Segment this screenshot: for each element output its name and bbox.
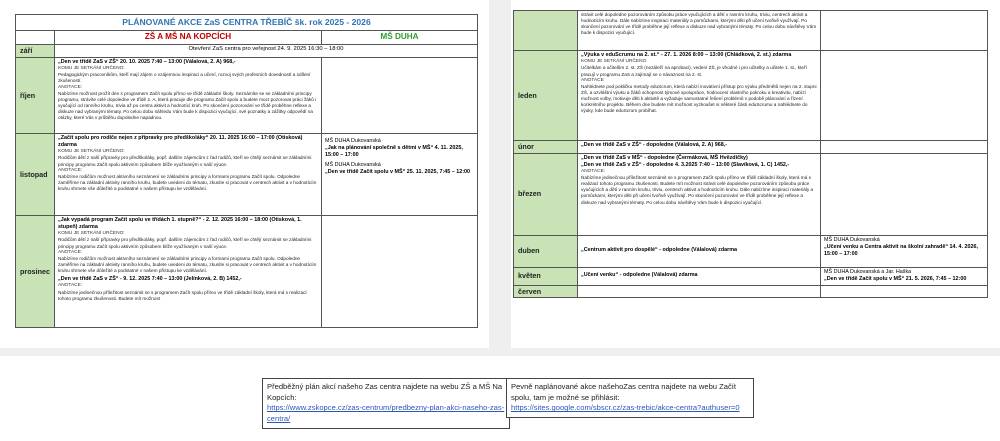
- month-cerven: červen: [514, 285, 578, 298]
- annotation-text: Nahlédnete pod pokličku metody eduScrum, která nabízí inovativní přístup pro výuku předmětů nejen na 2. stupni ZŠ, a ozvláštní výuku a žáků schopnost týmové spolupráce, hodnocení vlastního pokroku a kreativitu, nabízí možnost volby, motivuje děti k aktivitě a vyžaduje samostatné řešení problémů v podobě plánování a řízení konkrétního projektu. Během dne budete mít možnost vyzkoušet si některé části eduScrumu a nahlédnete do výuky, kde bude eduScrum probíhat.: [581, 84, 817, 114]
- event-cell-rijen: [55, 57, 322, 133]
- ms-duha-cell-continuation: [821, 11, 988, 51]
- event-cell-prosinec: [55, 215, 322, 327]
- event-cell-leden: [578, 51, 821, 141]
- plan-link-box-zacit-spolu: [506, 378, 754, 418]
- caption-annotation-2: ANOTACE:: [58, 283, 83, 289]
- event-title: „Den ve třídě ZaS v ZŠ“ 20. 10. 2025 7:40 – 13:00 (Válalová, 2. A) 968,-: [58, 58, 236, 65]
- caption-audience: KOMU JE SETKÁNÍ URČENO: [581, 59, 647, 65]
- month-leden: leden: [514, 51, 578, 141]
- audience-text: Rodičům dětí z naší přípravky pro předškoláky, popř. dalším zájemcům z řad rodičů, kteří se chtějí seznámit se základními principy programu Začít spolu aktivním způsobem blíže využívaným v naší výuce.: [58, 237, 312, 249]
- document-page-1: [0, 0, 489, 348]
- document-page-3: [0, 356, 1000, 441]
- audience-text: Pedagogickým pracovníkům, kteří mají zájem o vzájemnou inspiraci a učení, rozvoj svých profesních dovedností a sdílení zkušeností.: [58, 72, 311, 84]
- event-title: „Učení venku“ - odpoledne (Válalová) zdarma: [581, 272, 698, 279]
- event-open-day: Otevření ZaS centra pro veřejnost 24. 9. 2025 16:30 – 18:00: [55, 45, 478, 58]
- ms-duha-cell-brezen: [821, 153, 988, 235]
- event-title: „Den ve třídě ZaS v ZŠ“ - dopoledne (Válalová, 2. A) 968,-: [581, 142, 727, 148]
- event-cell-unor: [578, 141, 821, 154]
- event-cell-cerven: [578, 285, 821, 298]
- ms-duha-cell-cerven: [821, 285, 988, 298]
- registration-link-text: Pevně naplánované akce našehoZas centra najdete na webu Začít spolu, tam je možné se přihlásit:: [511, 382, 737, 402]
- audience-text: Učitelkám a učitelům 2. st. ZŠ (nezáleží na aprobaci), vedení ZŠ, je vhodné i pro učitelky a učitele 1. st., kteří pracují v programu ZaS a zajímají se o návaznost na 2. st.: [581, 65, 807, 77]
- annotation-text: Nabízíme možnost prožít den s programem Začít spolu přímo ve třídě základní školy. Seznámíte se se základními principy programu, strávíte celé dopoledne ve třídě 2. A, která pracuje dle programu Začít spolu a budete moct pozorovat práci žáků i vyučující od ranního kruhu, trivia až po centra aktivit a hodnotící kruh. Po skončení pozorování ve třídě proběhne reflexe a diskuze nad vybranými tématy. Po celou dobu náhledu Vám bude k dispozici vyučující, své poznatky a zážitky odpovědí na otázky, které Vás v průběhu dopoledne napadnou.: [58, 90, 317, 121]
- caption-annotation: ANOTACE: [581, 77, 604, 83]
- month-zari: září: [16, 45, 55, 58]
- plan-link-text: Předběžný plán akcí našeho Zas centra najdete na webu ZŠ a MŠ Na Kopcích:: [267, 382, 503, 402]
- plan-link-zskopce[interactable]: https://www.zskopce.cz/zas-centrum/predbezny-plan-akci-naseho-zas-centra/: [267, 403, 505, 423]
- events-table-autumn: [15, 14, 478, 328]
- event-cell-brezen: [578, 153, 821, 235]
- month-listopad: listopad: [16, 133, 55, 215]
- annotation-text: Nabízíme rodičům možnost aktivního seznámení se základními principy a formami programu Začít spolu. Odpoledne zaměříme na základní aktivity ranního kruhu, budete uvedeni do tématu, zkusíte si pracovat v centrech aktivit a v hodnotícím kruhu shrnete vše důležité a podstatné v našem přístupu ke vzdělávání.: [58, 255, 317, 274]
- plan-link-box-zskopce: [262, 378, 510, 429]
- caption-audience: KOMU JE SETKÁNÍ URČENO:: [58, 149, 125, 155]
- ms-duha-place: MŠ DUHA Dukovanská: [325, 162, 381, 169]
- ms-duha-event: „Den ve třídě Začít spolu v MŠ“ 21. 5. 2026, 7:45 – 12:00: [824, 275, 967, 282]
- ms-duha-place: MŠ DUHA Dukovanská a Jar. Haška: [824, 268, 912, 275]
- month-prosinec: prosinec: [16, 215, 55, 327]
- month-header-empty: [16, 31, 55, 45]
- ms-duha-event: „Den ve třídě Začít spolu v MŠ“ 25. 11. 2025, 7:45 – 12:00: [325, 169, 471, 176]
- month-duben: duben: [514, 235, 578, 267]
- event-title: „Centrum aktivit pro dospělé“ - odpoledne (Válalová) zdarma: [581, 247, 738, 254]
- event-title-2: „Den ve třídě ZaS v ZŠ“ - dopoledne 4. 3.2025 7:40 – 13:00 (Slavíková, 1. C) 1452,-: [581, 161, 790, 168]
- ms-duha-cell-rijen: [322, 57, 478, 133]
- annotation-text-2: Nabízíme jedinečnou příležitost seznámit se s programem Začít spolu přímo ve třídě základní školy, která má s realizací tohoto programu zkušenosti. Budete mít možnost: [58, 289, 307, 301]
- caption-audience: KOMU JE SETKÁNÍ URČENO:: [58, 65, 125, 71]
- annotation-continuation: strávit celé dopoledne pozorováním způsobu práce vyučujících a dětí v ranním kruhu, triviu, centrech aktivit a hodnotícím kruhu. Dále nabízíme inspiraci materiály a pomůckami, kterými děti při učení tvořivě využívají. Po skončení pozorování ve třídě proběhne její reflexe a diskuze nad vybranými tématy. Po celou dobu návštěvy Vám bude k dispozici vyučující.: [581, 12, 817, 36]
- ms-duha-place: MŠ DUHA Dukovanská: [325, 137, 381, 144]
- annotation-text: Nabízíme rodičům možnost aktivního seznámení se základními principy a formami programu Začít spolu. Odpoledne zaměříme na základní aktivity ranního kruhu, budete uvedeni do tématu, zkusíte si pracovat v centrech aktivit a v hodnotícím kruhu shrnete vše důležité a podstatné v našem přístupu ke vzdělávání.: [58, 173, 317, 192]
- month-continuation-empty: [514, 11, 578, 51]
- ms-duha-cell-unor: [821, 141, 988, 154]
- event-title: „Začít spolu pro rodiče nejen z přípravky pro předškoláky“ 20. 11. 2025 16:00 – 17:00 (Otisková) zdarma: [58, 134, 303, 148]
- month-kveten: květen: [514, 267, 578, 285]
- event-cell-continuation: [578, 11, 821, 51]
- caption-audience: KOMU JE SETKÁNÍ URČENO:: [58, 231, 125, 237]
- event-cell-kveten: [578, 267, 821, 285]
- event-title-2: „Den ve třídě ZaS v ZŠ“ - 9. 12. 2025 7:40 – 13:00 (Jelínková, 2. B) 1452,-: [58, 276, 242, 283]
- event-cell-listopad: [55, 133, 322, 215]
- ms-duha-place: MŠ DUHA Dukovanská: [824, 236, 880, 243]
- month-brezen: březen: [514, 153, 578, 235]
- month-rijen: říjen: [16, 57, 55, 133]
- event-title: „Den ve třídě ZaS v MŠ“ - dopoledne (Čermáková, MŠ Hvězdičky): [581, 154, 748, 161]
- month-unor: únor: [514, 141, 578, 154]
- ms-duha-cell-kveten: [821, 267, 988, 285]
- caption-annotation: ANOTACE:: [581, 168, 606, 174]
- annotation-text: Nabízíme jedinečnou příležitost seznámit se s programem Začít spolu přímo ve třídě základní školy, která má s realizací tohoto programu zkušenosti. Budete mít možnost strávit celé dopoledne pozorováním způsobu práce vyučujících a dětí v ranním kruhu, triviu, centrech aktivit a hodnotícím kruhu. Dále nabízíme inspiraci materiály a pomůckami, kterými děti při učení tvořivě využívají. Po skončení pozorování ve třídě proběhne její reflexe a diskuze nad vybranými tématy. Po celou dobu návštěvy Vám bude k dispozici vyučující.: [581, 175, 814, 205]
- ms-duha-cell-leden: [821, 51, 988, 141]
- caption-annotation: ANOTACE:: [58, 167, 83, 173]
- column-header-zs-na-kopcich: ZŠ A MŠ NA KOPCÍCH: [55, 31, 322, 45]
- column-header-ms-duha: MŠ DUHA: [322, 31, 478, 45]
- ms-duha-cell-listopad: [322, 133, 478, 215]
- event-title: „Jak vypadá program Začít spolu ve třídách 1. stupně?“ - 2. 12. 2025 16:00 – 18:00 (Otisková, 1. stupeň) zdarma: [58, 216, 302, 230]
- event-title: „Výuka v eduScrumu na 2. st.“ - 27. 1. 2026 8:00 – 13:00 (Chládková, 2. st.) zdarma: [581, 52, 792, 58]
- audience-text: Rodičům dětí z naší přípravky pro předškoláky, popř. dalším zájemcům z řad rodičů, kteří se chtějí seznámit se základními principy programu Začít spolu aktivním způsobem blíže využívaným v naší výuce.: [58, 155, 312, 167]
- events-table-spring: [513, 10, 988, 298]
- ms-duha-event: „Učení venku a Centra aktivit na školní zahradě“ 14. 4. 2026, 15:00 – 17:00: [824, 243, 978, 257]
- caption-annotation: ANOTACE:: [58, 84, 83, 90]
- document-title: PLÁNOVANÉ AKCE ZaS CENTRA TŘEBÍČ šk. rok 2025 - 2026: [16, 15, 478, 31]
- caption-annotation: ANOTACE:: [58, 249, 83, 255]
- ms-duha-cell-prosinec: [322, 215, 478, 327]
- ms-duha-cell-duben: [821, 235, 988, 267]
- ms-duha-event: „Jak na plánování společně s dětmi v MŠ“ 4. 11. 2025, 15:00 – 17:00: [325, 144, 463, 159]
- registration-link-sites-google[interactable]: https://sites.google.com/sbscr.cz/zas-trebic/akce-centra?authuser=0: [511, 403, 740, 413]
- event-cell-duben: [578, 235, 821, 267]
- document-page-2: [511, 0, 1000, 348]
